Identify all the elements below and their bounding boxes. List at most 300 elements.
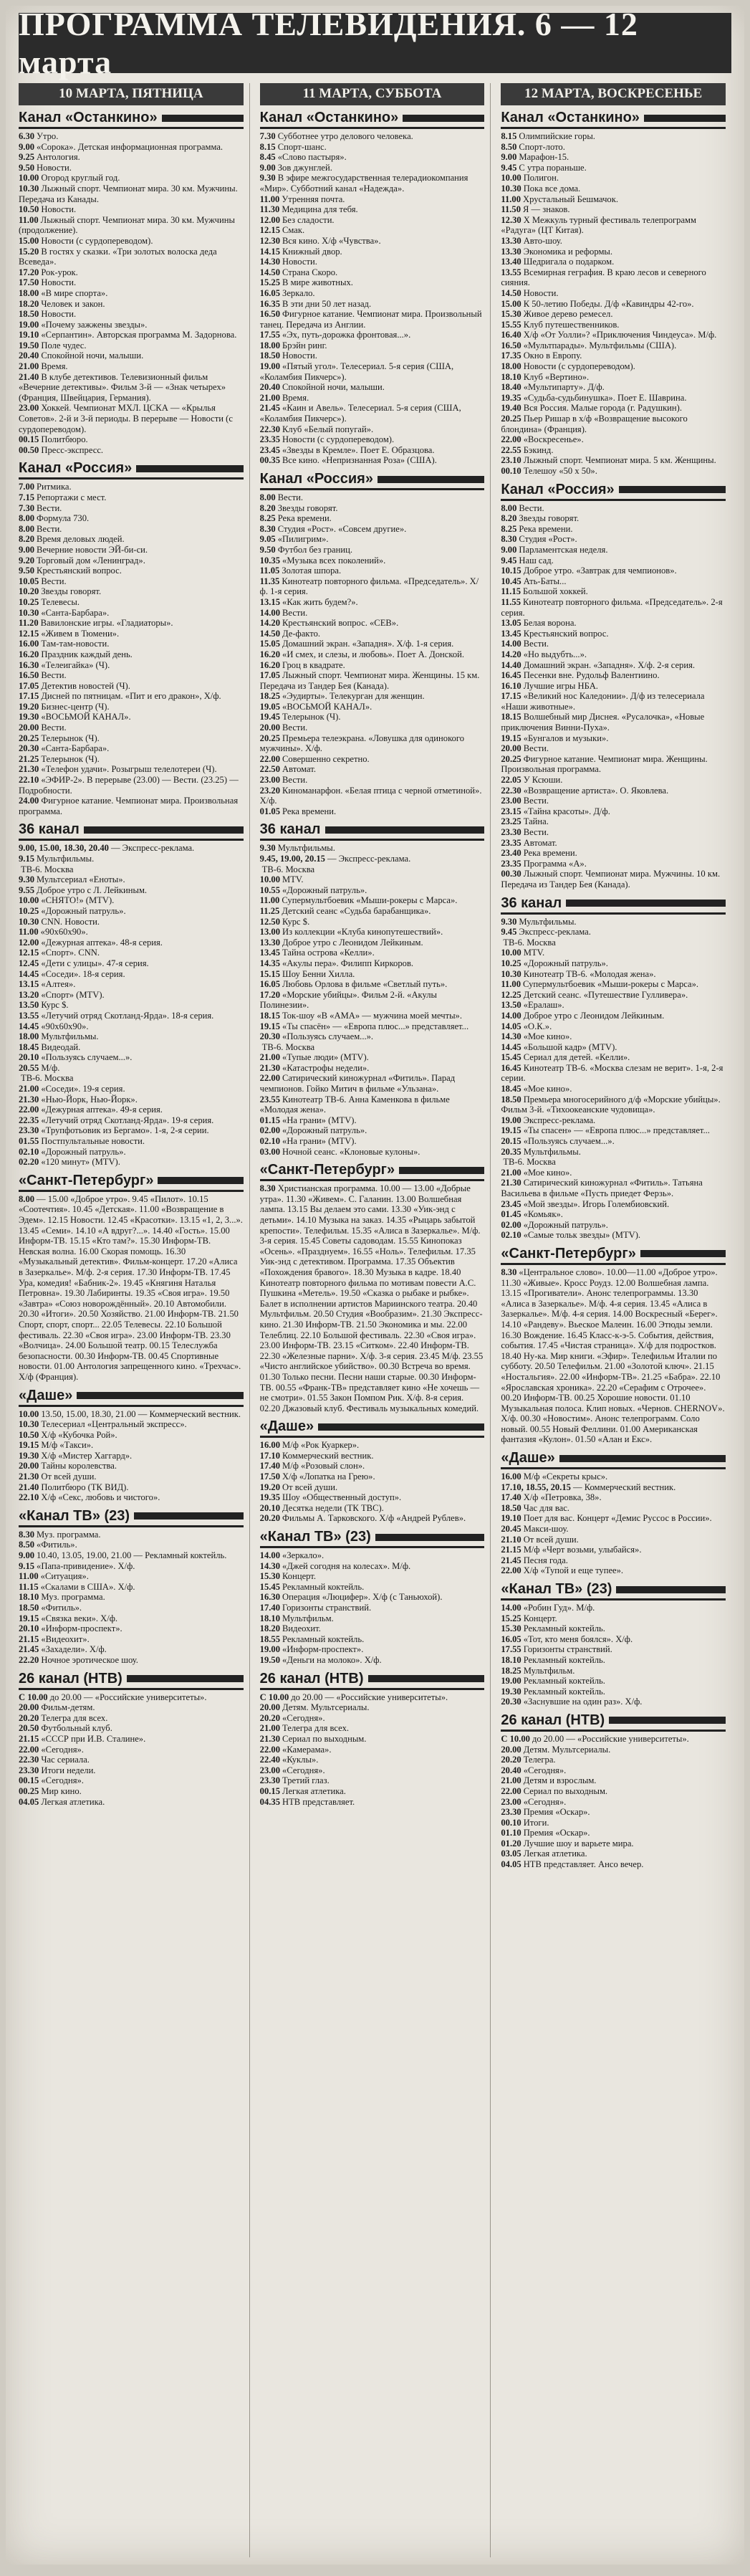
program-item [19, 670, 244, 681]
program-title: Хоккей. Чемпионат МХЛ. ЦСКА — «Крылья Советов». 2-й и 3-й периоды. В перерыве — Новости (с сурдопереводом). [19, 403, 233, 434]
program-time: 14.05 [501, 1021, 521, 1031]
day-column-friday [19, 83, 250, 2557]
program-time: 12.15 [19, 948, 39, 958]
program-time: 10.00 [501, 173, 521, 183]
program-item [260, 1582, 485, 1593]
program-title: Студия «Рост». [519, 534, 577, 545]
program-item [19, 1147, 244, 1158]
program-title: Мультфильмы. [519, 916, 577, 927]
program-item [19, 1105, 244, 1115]
program-title: К 50-летию Победы. Д/ф «Кавиндры 42-го». [523, 298, 694, 309]
channel-section [260, 110, 485, 466]
program-item [19, 1471, 244, 1482]
program-item [19, 299, 244, 310]
program-title: Мультфильмы. [523, 1146, 581, 1157]
program-title: М/ф «Черт возьми, улыбайся». [523, 1545, 642, 1555]
program-item [501, 1687, 726, 1697]
program-title: до 20.00 — «Российские университеты». [291, 1692, 448, 1702]
program-time: 22.00 [19, 1105, 39, 1115]
program-item [501, 1011, 726, 1021]
program-item [260, 1471, 485, 1482]
program-title: Сатирический киножурнал «Фитиль». Татьяна Васильева в фильме «Пусть приедет Ферзь». [501, 1178, 703, 1198]
program-title: «Спорт» (MTV). [41, 989, 105, 1000]
program-item [19, 990, 244, 1001]
program-title: Новости. [41, 309, 77, 320]
program-time: 17.05 [19, 680, 39, 691]
program-time: 14.50 [259, 267, 281, 277]
program-time: 18.25 [259, 691, 281, 702]
program-title: Волшебный мир Диснея. «Русалочка», «Новые приключения Винни-Пуха». [501, 712, 705, 733]
program-time: 19.00 [501, 1676, 521, 1687]
program-item [19, 1765, 244, 1776]
program-time: 16.20 [19, 649, 39, 659]
program-item [19, 843, 244, 854]
program-title: Коммерческий вестник. [282, 1450, 374, 1461]
program-time: 00.25 [19, 1785, 39, 1796]
program-time: 12.15 [259, 225, 281, 236]
program-time: 10.45 [501, 576, 521, 586]
program-time: 21.40 [19, 1482, 39, 1492]
program-item [19, 445, 244, 456]
program-time: 18.40 [501, 382, 521, 393]
program-time: 7.00 [19, 482, 35, 492]
program-item [19, 874, 244, 885]
channel-title [501, 1450, 726, 1469]
program-title: Вести. [41, 722, 67, 733]
program-time: 21.45 [501, 1555, 521, 1565]
program-item [19, 733, 244, 744]
program-time: 11.00 [19, 927, 39, 938]
program-title: Полигон. [523, 173, 559, 183]
program-title: Мультфильмы. [277, 843, 335, 854]
program-time: 14.30 [501, 1031, 521, 1042]
channel-title [260, 1671, 485, 1690]
program-item [501, 1828, 726, 1838]
program-title: Утренняя почта. [282, 194, 345, 204]
program-item [501, 267, 726, 288]
program-title: «Звезды в Кремле». Поет Е. Образцова. [282, 444, 435, 455]
program-item [501, 1818, 726, 1828]
program-item [19, 754, 244, 765]
program-title: Де-факто. [282, 628, 321, 639]
program-title: «Пользуясь случаем...». [523, 1136, 615, 1147]
program-time: 20.25 [501, 753, 521, 764]
program-time: 14.45 [19, 968, 39, 979]
program-title: В гостях у сказки. «Три золотых волоска деда Всеведа». [19, 246, 217, 267]
program-item [501, 576, 726, 587]
channel-title-bar [368, 1675, 485, 1682]
program-time: 10.50 [19, 204, 39, 215]
program-title: «Сегодня». [523, 1796, 567, 1807]
channel-title [19, 460, 244, 480]
program-title: «Катастрофы недели». [282, 1062, 370, 1073]
program-item [260, 247, 485, 257]
channel-title-bar [162, 115, 244, 122]
program-title: Дисней по пятницам. «Пит и его дракон», Х/ф. [41, 691, 221, 702]
program-item [19, 629, 244, 639]
program-item [501, 555, 726, 566]
program-item [501, 434, 726, 445]
program-item [501, 1513, 726, 1524]
program-item [19, 639, 244, 649]
program-title: Кинотеатр ТВ-6. «Молодая жена». [523, 968, 656, 979]
program-title: Клуб «Вертино». [523, 371, 590, 382]
day-column-saturday [260, 83, 491, 2557]
program-title: Х/ф «Кубочка Рой». [41, 1429, 117, 1440]
program-time: 8.45 [259, 152, 276, 163]
program-item [501, 990, 726, 1001]
program-time: 20.00 [259, 1702, 281, 1713]
program-title: «Сорока». Детская информационная программа. [37, 141, 223, 152]
program-time: 9.30 [19, 874, 35, 885]
channel-name: Канал «Россия» [501, 481, 615, 497]
program-item [19, 236, 244, 247]
program-time: 16.00 [19, 639, 39, 649]
program-item [501, 1644, 726, 1655]
program-time: 6.30 [19, 131, 35, 141]
channel-name: «Канал ТВ» (23) [501, 1581, 612, 1597]
program-title: — 15.00 «Доброе утро». 9.45 «Пилот». 10.15 «Соотечтия». 10.45 «Детская». 11.00 «Возвращение в Эдем». 12.15 Новости. 12.45 «Красотки». 13.15 «1, 2, 3...». 13.45 «Семи». 14.10 «А вдруг?...». 14.40 «Гость». 15.00 Информ-ТВ. 15.15 «Кто там?». 15.30 Информ-ТВ. Невская волна. 16.00 Скорая помощь. 16.30 «Музыкальный детектив». Фильм-концерт. 17.20 «Алиса в Зазеркалье». М/ф. 2-я серия. 17.30 Информ-ТВ. 17.45 Ура, комедия! «Бабник-2». 19.45 «Княгиня Наталья Петровна». 19.30 Лабиринты. 19.35 «Своя игра». 19.50 «Завтра» «Союз новорождённый». 20.10 Автомобили. 20.30 «Итоги». 20.50 Хозяйство. 21.00 Информ-ТВ. 21.50 Спорт, спорт, спорт... 22.05 Телевесы. 22.10 Большой фестиваль. 22.30 «Своя игра». 23.00 Информ-ТВ. 23.30 «Волчица». 24.00 Большой театр. 00.15 Телеслужба безопасности. 00.30 Информ-ТВ. 00.45 Спортивные новости. 01.00 Антология запрещенного кино. «Трехчас». Х/ф (Франция). [19, 1193, 243, 1382]
program-title: Фигурное катание. Чемпионат мира. Произвольный танец. Передача из Англии. [259, 309, 482, 330]
program-title: Вести. [523, 639, 549, 649]
channel-name: 36 канал [501, 895, 562, 911]
program-title: Вести. [282, 775, 308, 786]
program-item [19, 1723, 244, 1734]
program-item [260, 1183, 485, 1413]
program-item [19, 173, 244, 183]
program-item [19, 576, 244, 587]
program-title: до 20.00 — «Российские университеты». [49, 1692, 207, 1702]
program-time: 00.15 [19, 434, 39, 445]
program-item [501, 1765, 726, 1776]
program-item [501, 393, 726, 404]
program-time: 17.20 [19, 267, 39, 277]
program-item [19, 482, 244, 492]
program-title: Зеркало. [282, 287, 315, 298]
program-item [501, 1471, 726, 1482]
program-title: Гроц в квадрате. [282, 659, 345, 670]
program-item [260, 1550, 485, 1561]
program-time: 11.00 [19, 1571, 39, 1582]
program-title: Детям. Мультсериалы. [282, 1702, 370, 1713]
program-item [260, 712, 485, 722]
program-title: Рекламный коктейль. [282, 1581, 365, 1592]
program-title: Новости. [282, 350, 317, 361]
program-time: 10.50 [19, 1429, 39, 1440]
program-item [19, 1644, 244, 1655]
program-title: Субботнее утро делового человека. [277, 131, 413, 141]
program-title: Из коллекции «Клуба кинопутешествий». [282, 927, 443, 938]
program-time: 14.50 [259, 628, 281, 639]
program-item [19, 1052, 244, 1063]
channel-section [260, 471, 485, 816]
program-title: Кинотеатр ТВ-6. «Москва слезам не верит». 1-я, 2-я серии. [501, 1062, 723, 1084]
program-title: Легкая атлетика. [282, 1785, 346, 1796]
program-title: Крестьянский вопрос. «СЕВ». [282, 618, 399, 629]
program-title: «Эх, путь-дорожка фронтовая...». [282, 330, 411, 340]
program-title: Лучшие шоу и варьете мира. [523, 1838, 634, 1848]
program-title: Звезды говорят. [41, 586, 102, 597]
channel-title-bar [644, 115, 726, 122]
program-title: Время. [282, 392, 309, 403]
program-title: В эти дни 50 лет назад. [282, 298, 372, 309]
program-item [501, 131, 726, 142]
program-item [19, 1461, 244, 1471]
program-time: 11.00 [259, 895, 280, 906]
program-time: 11.50 [501, 204, 521, 215]
program-title: «90х60х90». [40, 927, 88, 938]
program-item [501, 513, 726, 524]
program-title: Вести. [41, 576, 67, 586]
program-item [19, 1634, 244, 1645]
program-title: «Деньги на молоко». Х/ф. [282, 1654, 382, 1665]
channel-title [19, 1671, 244, 1690]
program-time: 16.00 [501, 1471, 521, 1482]
program-time: 16.10 [501, 680, 521, 691]
program-time: 11.00 [501, 979, 521, 990]
program-title: Звезды говорят. [277, 502, 338, 513]
program-item [501, 257, 726, 267]
program-time: 20.25 [501, 414, 521, 424]
program-item [501, 1666, 726, 1676]
program-item [501, 848, 726, 859]
program-time: 21.15 [501, 1545, 521, 1555]
program-item [260, 330, 485, 340]
program-time: 14.00 [259, 607, 281, 618]
program-title: Тайна острова «Келли». [282, 948, 375, 958]
program-item [260, 948, 485, 958]
program-title: «Центральное слово». 10.00—11.00 «Доброе утро». 11.30 «Живые». Кросс Роудз. 12.00 Волшебная лампа. 13.15 «Прогиватели». Анонс телепрограммы. 13.30 «Алиса в Зазеркалье». М/ф. 4-я серия. 13.45 «Алиса в Зазеркалье». М/ф. 4-я серия. 14.00 Воскресный «Берег». 14.10 «Рандеву». Вьеское Малеин. 16.00 Этюды земли. 16.30 Вождение. 16.45 Класс-к-э-5. События, действия, события. 17.45 «Чистая страница». Х/ф для подростков. 18.40 Ну-ка. Мир книги. «Эфир». Телефильм Италии по субботу. 20.50 Телефильм. 21.00 «Золотой ключ». 21.15 «Ностальгия». 22.00 «Информ-ТВ». 21.25 «Бабра». 22.10 «Ярославская хроника». 22.20 «Серафим с Отрочее». 00.20 Информ-ТВ. 00.25 Хорошие новости. 01.10 Музыкальная полоса. Клип новых. «Чернов. CHERNOV». Х/ф. 00.30 «Новостим». Анонс телепрограмм. Соло новый. 00.55 Новый Феллини. 01.00 Американская фантазия «Кулон». 01.50 «Алан и Екс». [501, 1266, 725, 1445]
program-time: 13.40 [501, 257, 521, 267]
program-title: Спорт-лото. [519, 141, 565, 152]
program-time: 20.40 [19, 350, 39, 361]
program-title: М/ф «Розовый слон». [282, 1461, 365, 1471]
program-time: 16.05 [259, 287, 281, 298]
program-time: 17.55 [259, 330, 281, 340]
program-time: 19.15 [19, 1613, 39, 1623]
program-title: «Телефон удачи». Розыгрыш телелотереи (Ч). [41, 764, 217, 775]
program-title: Совершенно секретно. [282, 753, 370, 764]
program-item [501, 1503, 726, 1514]
program-title: Новости. [282, 257, 317, 267]
program-item [19, 938, 244, 948]
program-item [501, 597, 726, 618]
program-title: «Пилигрим». [277, 534, 329, 545]
program-title: Футбольный клуб. [41, 1723, 112, 1734]
channel-name: «Даше» [259, 1418, 314, 1435]
program-title: Видеодай. [41, 1041, 81, 1052]
program-title: Мир кино. [41, 1785, 82, 1796]
channel-section [19, 1671, 244, 1808]
program-title: «Фитиль». [41, 1603, 82, 1613]
program-time: 21.45 [259, 403, 281, 414]
program-time: 20.00 [259, 722, 281, 733]
program-title: «Дорожный патруль». [523, 1219, 608, 1230]
program-title: Автомат. [282, 764, 316, 775]
program-title: Телегра для всех. [282, 1723, 350, 1734]
program-item [501, 1031, 726, 1042]
program-title: Телегра для всех. [41, 1712, 108, 1723]
program-title: В эфире межгосударственная телерадиокомпания «Мир». Субботний канал «Надежда». [259, 173, 468, 194]
program-item [501, 1734, 726, 1745]
program-item [260, 895, 485, 906]
program-time: 8.30 [19, 1529, 35, 1540]
program-time: 23.55 [259, 1094, 281, 1105]
program-title: Зов джунглей. [277, 162, 332, 173]
program-item [19, 131, 244, 142]
program-item [19, 1073, 244, 1084]
program-time: 19.15 [501, 1125, 521, 1136]
program-title: Программа «А». [523, 858, 587, 869]
program-time: 20.10 [19, 1052, 39, 1063]
program-time: 20.50 [19, 1723, 39, 1734]
program-title: «Дорожный патруль». [41, 905, 126, 916]
program-title: Там-там-новости. [41, 639, 110, 649]
program-time: 20.00 [19, 722, 39, 733]
channel-title [501, 110, 726, 129]
program-time: 14.40 [501, 659, 521, 670]
program-time: 13.30 [259, 937, 281, 948]
program-item [260, 534, 485, 545]
program-item [501, 204, 726, 215]
program-item [501, 859, 726, 869]
program-title: «Мое кино». [523, 1031, 572, 1042]
program-title: Горизонты странствий. [523, 1644, 612, 1655]
program-item [260, 1052, 485, 1063]
channel-title-bar [609, 1717, 726, 1724]
program-time: 23.10 [501, 455, 521, 466]
channel-name: 26 канал (НТВ) [259, 1670, 364, 1687]
program-title: Формула 730. [37, 513, 90, 524]
program-title: Новости. [41, 277, 77, 288]
program-item [19, 524, 244, 535]
program-title: до 20.00 — «Российские университеты». [532, 1733, 689, 1744]
program-time: 23.35 [501, 858, 521, 869]
program-time: 22.10 [19, 1492, 39, 1503]
program-title: «Воскресенье». [523, 434, 584, 445]
program-time: 22.00 [259, 753, 281, 764]
program-item [260, 597, 485, 608]
program-time: 23.40 [501, 848, 521, 859]
program-time: 18.20 [19, 298, 39, 309]
program-title: Видеохит. [282, 1623, 321, 1634]
program-title: Новости (с сурдопереводом). [523, 361, 635, 372]
program-time: 18.50 [259, 350, 281, 361]
program-title: Новости. [37, 162, 72, 173]
program-title: Утро. [37, 131, 59, 141]
program-time: 14.00 [259, 1550, 281, 1561]
program-title: ТВ-6. Москва [21, 1073, 74, 1084]
program-time: 16.50 [501, 340, 521, 350]
program-item [501, 1084, 726, 1094]
program-title: М/ф «Такси». [41, 1440, 94, 1451]
program-time: 11.00 [19, 214, 39, 225]
program-time: 20.30 [259, 1031, 281, 1042]
program-item [260, 1655, 485, 1666]
program-item [19, 566, 244, 576]
program-time: 8.50 [501, 141, 517, 152]
program-title: Река времени. [523, 848, 577, 859]
program-time: 17.40 [259, 1461, 281, 1471]
program-item [501, 618, 726, 629]
program-item [19, 854, 244, 864]
program-item [19, 885, 244, 896]
program-time: 19.00 [259, 361, 281, 372]
program-title: Х/ф «Мистер Хаггард». [41, 1450, 133, 1461]
program-title: «120 минут» (MTV). [41, 1157, 120, 1168]
day-column-sunday [501, 83, 731, 2557]
program-time: 18.50 [19, 309, 39, 320]
channel-section [501, 482, 726, 890]
channel-title-bar [84, 826, 244, 834]
program-item [19, 1775, 244, 1786]
program-title: «Как жить будем?». [282, 596, 358, 607]
program-item [19, 927, 244, 938]
program-title: Река времени. [277, 513, 332, 524]
program-title: От всей души. [282, 1482, 338, 1492]
program-item [501, 786, 726, 796]
program-item [501, 806, 726, 817]
program-item [260, 722, 485, 733]
program-time: 9.00 [501, 544, 517, 555]
program-item [501, 414, 726, 434]
program-title: «Музыка всех поколений». [282, 555, 386, 566]
program-item [260, 492, 485, 503]
program-item [19, 277, 244, 288]
program-time: 7.30 [19, 502, 35, 513]
program-title: Фильмы А. Тарковского. Х/ф «Андрей Рублев». [282, 1513, 466, 1524]
program-time: 17.55 [501, 1644, 521, 1655]
program-title: М/ф «Рок Куаркер». [282, 1440, 360, 1451]
program-time: 19.00 [259, 1644, 281, 1655]
channel-section [260, 1418, 485, 1524]
channel-section [19, 110, 244, 455]
program-title: Торговый дом «Ленинград». [37, 555, 145, 566]
program-time: 02.10 [19, 1146, 39, 1157]
program-item [260, 639, 485, 649]
program-time: 12.00 [259, 214, 281, 225]
program-time: 21.00 [259, 1052, 281, 1063]
program-title: «Сегодня». [282, 1765, 325, 1775]
program-item [260, 1042, 485, 1053]
program-item [260, 969, 485, 980]
program-item [501, 215, 726, 236]
program-title: Праздник каждый день. [41, 649, 133, 659]
program-time: 20.10 [19, 1623, 39, 1634]
program-time: 9.30 [259, 843, 276, 854]
program-item [19, 1419, 244, 1430]
program-time: 10.00 [259, 874, 281, 885]
program-title: «Дорожный патруль». [282, 884, 367, 895]
channel-section [19, 1508, 244, 1666]
program-time: 19.15 [19, 1440, 39, 1451]
channel-title-bar [566, 900, 726, 907]
program-time: 17.15 [19, 691, 39, 702]
program-time: 10.30 [501, 968, 521, 979]
program-time: 14.00 [501, 1010, 521, 1021]
program-title: «ВОСЬМОЙ КАНАЛ». [41, 712, 131, 722]
program-time: 20.15 [501, 1136, 521, 1147]
program-title: Лыжный спорт. Чемпионат мира. Женщины. 15 км. Передача из Тандер Бея (Канада). [259, 670, 480, 691]
program-time: C 10.00 [501, 1733, 530, 1744]
program-title: «Спорт». CNN. [41, 948, 100, 958]
program-title: Телерынок (Ч). [41, 733, 100, 743]
program-title: Поет для вас. Концерт «Демис Руссос в России». [523, 1513, 712, 1524]
program-title: Итоги недели. [41, 1765, 96, 1775]
program-item [19, 1094, 244, 1105]
channel-section [19, 1388, 244, 1503]
program-time: 21.45 [19, 1644, 39, 1655]
